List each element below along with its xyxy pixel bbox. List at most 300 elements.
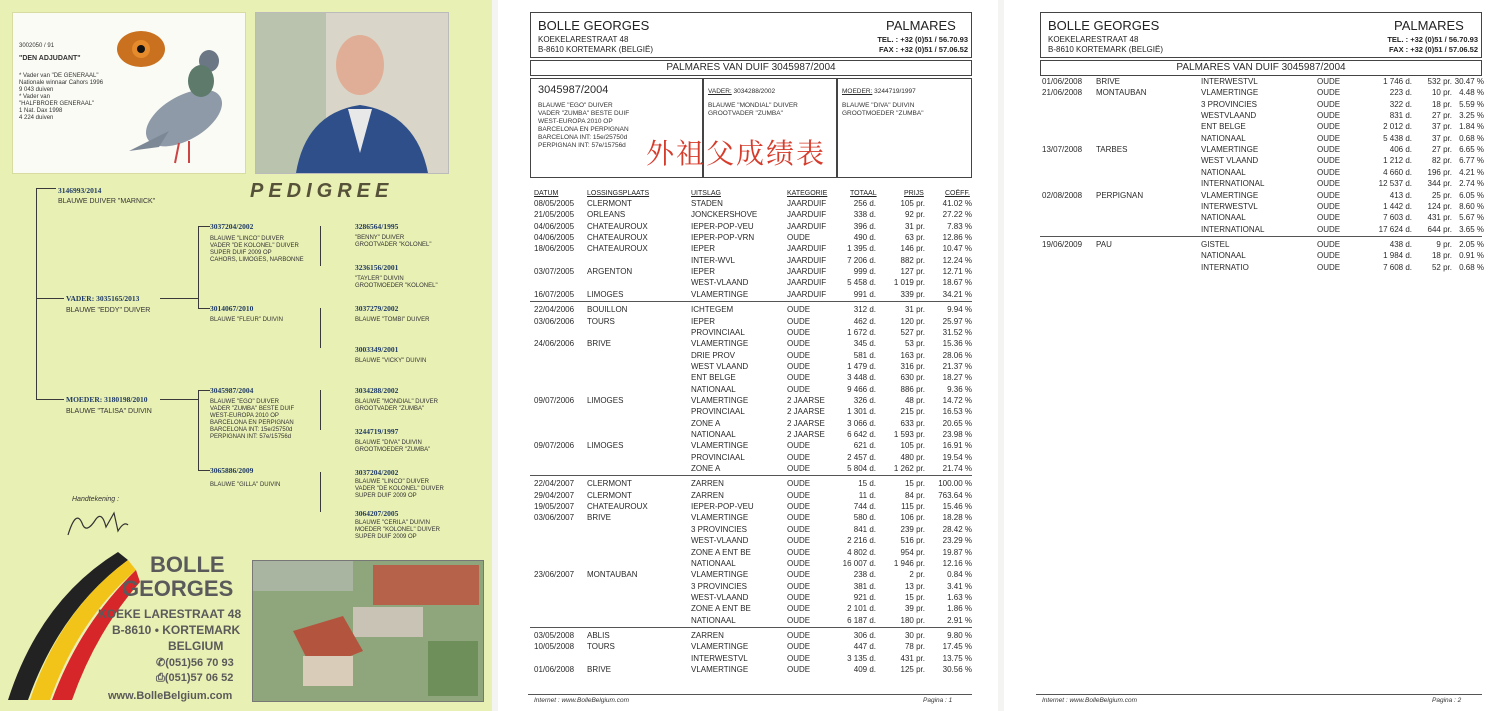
cell-result: NATIONAAL (1201, 213, 1246, 223)
cell-coefficient: 0.68 % (1459, 133, 1484, 143)
cell-result: NATIONAAL (1201, 167, 1246, 177)
cell-category: OUDE (1317, 145, 1341, 155)
cell-prize: 954 pr. (900, 547, 925, 557)
tree-line (320, 390, 321, 430)
cell-result: INTERNATIO (1201, 262, 1249, 272)
cell-coefficient: 3.25 % (1459, 111, 1484, 121)
cell-total: 991 d. (853, 289, 876, 299)
cell-coefficient: 100.00 % (938, 479, 972, 489)
cell-coefficient: 12.71 % (942, 267, 972, 277)
cell-coefficient: 1.63 % (947, 592, 972, 602)
cell-category: OUDE (1317, 201, 1341, 211)
cell-coefficient: 2.74 % (1459, 179, 1484, 189)
cell-total: 3 448 d. (847, 373, 876, 383)
cell-prize: 1 946 pr. (893, 558, 925, 568)
cell-total: 312 d. (853, 305, 876, 315)
cell-result: ZONE A (691, 418, 721, 428)
cell-prize: 15 pr. (904, 592, 925, 602)
cell-total: 396 d. (853, 221, 876, 231)
cell-coefficient: 30.56 % (942, 665, 972, 674)
cell-location: LIMOGES (587, 289, 624, 299)
cell-category: OUDE (787, 464, 811, 474)
cell-total: 413 d. (1389, 190, 1412, 200)
cell-category: 2 JAARSE (787, 430, 825, 439)
cell-coefficient: 18.27 % (942, 373, 972, 383)
footer-website[interactable]: Internet : www.BolleBelgium.com (534, 697, 630, 704)
chinese-annotation: 外祖父成绩表 (646, 138, 827, 169)
cell-location: TARBES (1096, 145, 1128, 155)
cell-total: 921 d. (853, 592, 876, 602)
cell-coefficient: 6.05 % (1459, 190, 1484, 200)
cell-result: WESTVLAAND (1201, 111, 1257, 121)
cell-coefficient: 8.60 % (1459, 201, 1484, 211)
cell-category: OUDE (787, 479, 811, 489)
cell-result: GISTEL (1201, 239, 1230, 249)
cell-category: OUDE (1317, 88, 1341, 98)
cell-total: 841 d. (853, 524, 876, 534)
col-uitslag: UITSLAG (691, 190, 721, 197)
cell-prize: 239 pr. (900, 524, 925, 534)
cell-category: OUDE (787, 592, 811, 602)
grandparent-desc: BLAUWE "LINCO" DUIVER VADER "DE KOLONEL" DUIVER SUPER DUIF 2009 OP CAHORS, LIMOGES, NARBONNE (210, 236, 304, 263)
cell-result: INTERWESTVL (1201, 77, 1258, 86)
cell-category: JAARDUIF (787, 278, 827, 288)
cell-prize: 163 pr. (900, 350, 925, 360)
cell-prize: 15 pr. (904, 479, 925, 489)
cell-category: JAARDUIF (787, 289, 827, 299)
cell-total: 1 746 d. (1383, 77, 1412, 86)
cell-coefficient: 0.91 % (1459, 251, 1484, 261)
cell-total: 447 d. (853, 642, 876, 652)
bird-card (12, 12, 246, 174)
cell-category: OUDE (787, 316, 811, 326)
cell-coefficient: 6.77 % (1459, 156, 1484, 166)
cell-result: ICHTEGEM (691, 305, 734, 315)
cell-prize: 196 pr. (1427, 167, 1452, 177)
subject-ring: 3146993/2014 (58, 186, 102, 195)
bird-note: * Vader van "DE GENERAAL" (19, 73, 99, 79)
great-grandparent-ring: 3037204/2002 (355, 468, 399, 477)
cell-result: WEST-VLAAND (691, 592, 749, 602)
cell-date: 09/07/2006 (534, 395, 575, 405)
grandparent-desc: BLAUWE "FLEUR" DUIVIN (210, 317, 283, 323)
logo-website[interactable]: www.BolleBelgium.com (108, 690, 233, 702)
cell-result: VLAMERTINGE (1201, 88, 1259, 98)
cell-total: 7 603 d. (1383, 213, 1412, 223)
cell-total: 438 d. (1389, 239, 1412, 249)
cell-coefficient: 6.65 % (1459, 145, 1484, 155)
cell-prize: 344 pr. (1427, 179, 1452, 189)
mother-label: MOEDER: 3180198/2010 (66, 395, 148, 404)
cell-result: IEPER (691, 244, 716, 254)
cell-coefficient: 4.48 % (1459, 88, 1484, 98)
cell-result: ZARREN (691, 490, 724, 500)
cell-total: 223 d. (1389, 88, 1412, 98)
cell-location: ABLIS (587, 630, 610, 640)
cell-location: CHATEAUROUX (587, 233, 648, 243)
palmares-page-2 (1004, 0, 1500, 711)
cell-category: OUDE (787, 384, 811, 394)
logo-line2: GEORGES (122, 576, 234, 601)
cell-location: PAU (1096, 239, 1112, 249)
cell-category: OUDE (787, 642, 811, 652)
group-divider (530, 627, 972, 628)
cell-coefficient: 14.72 % (942, 395, 972, 405)
cell-prize: 644 pr. (1427, 224, 1452, 234)
cell-result: INTER-WVL (691, 255, 735, 265)
cell-date: 21/06/2008 (1042, 88, 1083, 98)
bird-note: 9 043 duiven (19, 87, 54, 93)
great-grandparent-ring: 3064207/2005 (355, 509, 399, 518)
footer-rule (528, 694, 972, 695)
cell-date: 10/05/2008 (534, 642, 575, 652)
tree-line (198, 308, 210, 309)
cell-total: 7 206 d. (847, 255, 876, 265)
cell-category: OUDE (1317, 190, 1341, 200)
cell-total: 322 d. (1389, 99, 1412, 109)
cell-coefficient: 5.67 % (1459, 213, 1484, 223)
cell-total: 11 d. (858, 490, 876, 500)
cell-location: BOUILLON (587, 305, 628, 315)
footer-website[interactable]: Internet : www.BolleBelgium.com (1042, 697, 1138, 704)
cell-result: INTERWESTVL (691, 653, 748, 663)
cell-prize: 78 pr. (904, 642, 925, 652)
cell-date: 19/05/2007 (534, 502, 575, 512)
great-grandparent-desc: "BENNY" DUIVER GROOTVADER "KOLONEL" (355, 235, 432, 248)
cell-total: 2 101 d. (847, 604, 876, 614)
cell-category: OUDE (787, 581, 811, 591)
cell-total: 306 d. (853, 630, 876, 640)
signature-image (62, 503, 132, 543)
cell-prize: 146 pr. (900, 244, 925, 254)
cell-total: 5 458 d. (847, 278, 876, 288)
cell-total: 1 395 d. (847, 244, 876, 254)
cell-category: OUDE (1317, 133, 1341, 143)
cell-coefficient: 19.54 % (942, 452, 972, 462)
cell-coefficient: 1.86 % (947, 604, 972, 614)
cell-location: BRIVE (1096, 77, 1121, 86)
cell-date: 04/06/2005 (534, 221, 575, 231)
cell-prize: 13 pr. (904, 581, 925, 591)
cell-prize: 31 pr. (904, 221, 925, 231)
cell-coefficient: 3.41 % (947, 581, 972, 591)
cell-coefficient: 0.84 % (947, 570, 972, 580)
cell-result: NATIONAAL (691, 615, 736, 625)
cell-total: 1 672 d. (847, 327, 876, 337)
cell-date: 02/08/2008 (1042, 190, 1083, 200)
cell-location: CLERMONT (587, 490, 632, 500)
cell-result: WEST VLAAND (691, 361, 749, 371)
cell-coefficient: 12.16 % (942, 558, 972, 568)
cell-location: BRIVE (587, 513, 612, 523)
bird-ring: 3045987/2004 (538, 84, 609, 96)
cell-coefficient: 12.24 % (942, 255, 972, 265)
cell-coefficient: 21.37 % (942, 361, 972, 371)
cell-coefficient: 9.36 % (947, 384, 972, 394)
cell-prize: 39 pr. (904, 604, 925, 614)
footer-page: Pagina : 1 (923, 697, 953, 704)
cell-category: OUDE (1317, 224, 1341, 234)
bird-note: * Vader van (19, 94, 50, 100)
signature-label: Handtekening : (72, 496, 120, 503)
header-fax: FAX : +32 (0)51 / 57.06.52 (1388, 45, 1478, 54)
header-tel: TEL. : +32 (0)51 / 56.70.93 (877, 35, 968, 44)
cell-category: OUDE (787, 350, 811, 360)
cell-total: 9 466 d. (847, 384, 876, 394)
great-grandparent-ring: 3244719/1997 (355, 427, 399, 436)
header-name: BOLLE GEORGES (1048, 18, 1160, 33)
cell-prize: 18 pr. (1431, 99, 1452, 109)
cell-result: WEST-VLAAND (691, 536, 749, 546)
cell-result: VLAMERTINGE (691, 339, 749, 349)
cell-result: IEPER-POP-VRN (691, 233, 755, 243)
cell-category: OUDE (787, 536, 811, 546)
cell-coefficient: 9.94 % (947, 305, 972, 315)
cell-coefficient: 23.98 % (942, 430, 972, 439)
cell-location: MONTAUBAN (587, 570, 638, 580)
cell-category: JAARDUIF (787, 221, 827, 231)
header-box (530, 12, 972, 58)
cell-prize: 18 pr. (1431, 251, 1452, 261)
cell-prize: 630 pr. (900, 373, 925, 383)
cell-coefficient: 12.86 % (942, 233, 972, 243)
great-grandparent-ring: 3286564/1995 (355, 222, 399, 231)
cell-total: 744 d. (853, 502, 876, 512)
cell-total: 238 d. (853, 570, 876, 580)
cell-date: 18/06/2005 (534, 244, 575, 254)
col-prijs: PRIJS (904, 190, 924, 197)
cell-date: 03/06/2007 (534, 513, 575, 523)
cell-location: CHATEAUROUX (587, 502, 648, 512)
palmares-title: PALMARES VAN DUIF 3045987/2004 (1040, 60, 1482, 76)
cell-category: JAARDUIF (787, 210, 827, 220)
cell-prize: 27 pr. (1431, 111, 1452, 121)
cell-coefficient: 4.21 % (1459, 167, 1484, 177)
cell-total: 1 984 d. (1383, 251, 1412, 261)
tree-line (320, 226, 321, 266)
cell-date: 23/06/2007 (534, 570, 575, 580)
father-desc: BLAUWE "EDDY" DUIVER (66, 307, 151, 314)
mother-desc: BLAUWE "TALISA" DUIVIN (66, 408, 152, 415)
cell-coefficient: 18.67 % (942, 278, 972, 288)
pedigree-title: PEDIGREE (250, 180, 394, 202)
cell-prize: 10 pr. (1431, 88, 1452, 98)
tree-line (198, 226, 210, 227)
vader-info: VADER: 3034288/2002 (708, 88, 776, 95)
cell-date: 08/05/2005 (534, 199, 575, 208)
header-tel: TEL. : +32 (0)51 / 56.70.93 (1387, 35, 1478, 44)
cell-total: 17 624 d. (1378, 224, 1412, 234)
logo-city: B-8610 • KORTEMARK (112, 623, 241, 637)
cell-total: 4 802 d. (847, 547, 876, 557)
cell-coefficient: 15.36 % (942, 339, 972, 349)
great-grandparent-ring: 3236156/2001 (355, 263, 399, 272)
cell-location: CHATEAUROUX (587, 221, 648, 231)
pigeon-image (109, 23, 239, 168)
farm-aerial-photo (252, 560, 484, 702)
footer-page: Pagina : 2 (1432, 697, 1462, 704)
cell-coefficient: 1.84 % (1459, 122, 1484, 132)
cell-location: ORLEANS (587, 210, 626, 220)
cell-prize: 30 pr. (904, 630, 925, 640)
cell-category: OUDE (787, 665, 811, 674)
tree-line (36, 298, 64, 299)
cell-prize: 127 pr. (900, 267, 925, 277)
grandparent-ring: 3014067/2010 (210, 304, 254, 313)
cell-prize: 84 pr. (904, 490, 925, 500)
cell-result: NATIONAAL (691, 430, 736, 439)
bird-note: "HALFBROER GENERAAL" (19, 101, 95, 107)
cell-category: OUDE (1317, 213, 1341, 223)
cell-prize: 316 pr. (900, 361, 925, 371)
cell-date: 04/06/2005 (534, 233, 575, 243)
logo-fax: ⎙(051)57 06 52 (156, 672, 234, 684)
palmares-page-1 (498, 0, 998, 711)
cell-total: 580 d. (853, 513, 876, 523)
cell-prize: 633 pr. (900, 418, 925, 428)
cell-prize: 25 pr. (1431, 190, 1452, 200)
cell-prize: 106 pr. (900, 513, 925, 523)
cell-result: VLAMERTINGE (691, 289, 749, 299)
col-totaal: TOTAAL (850, 190, 877, 197)
cell-category: OUDE (787, 452, 811, 462)
cell-result: JONCKERSHOVE (691, 210, 758, 220)
cell-result: IEPER (691, 267, 716, 277)
cell-total: 326 d. (853, 395, 876, 405)
cell-coefficient: 41.02 % (942, 199, 972, 208)
header-palmares: PALMARES (886, 18, 956, 33)
cell-prize: 53 pr. (904, 339, 925, 349)
subject-desc: BLAUWE DUIVER "MARNICK" (58, 198, 156, 205)
grandparent-desc: BLAUWE "EGO" DUIVER VADER "ZUMBA" BESTE DUIF WEST-EUROPA 2010 OP BARCELONA EN PERPIGNAN BARCELONA INT: 15e/25750d PERPIGNAN INT: 57e/15756d (210, 399, 295, 440)
cell-category: OUDE (787, 502, 811, 512)
cell-result: INTERNATIONAL (1201, 224, 1265, 234)
cell-result: ZONE A ENT BE (691, 604, 751, 614)
logo-tel: ✆(051)56 70 93 (156, 657, 234, 669)
cell-date: 22/04/2007 (534, 479, 575, 489)
cell-result: PROVINCIAAL (691, 327, 745, 337)
cell-category: 2 JAARSE (787, 395, 825, 405)
cell-coefficient: 15.46 % (942, 502, 972, 512)
cell-category: OUDE (787, 233, 811, 243)
cell-location: PERPIGNAN (1096, 190, 1144, 200)
cell-prize: 125 pr. (900, 665, 925, 674)
tree-line (160, 298, 198, 299)
cell-total: 462 d. (853, 316, 876, 326)
moeder-desc: BLAUWE "DIVA" DUIVIN GROOTMOEDER "ZUMBA" (842, 102, 924, 117)
cell-prize: 1 019 pr. (893, 278, 925, 288)
cell-location: BRIVE (587, 665, 612, 674)
cell-location: TOURS (587, 316, 615, 326)
header-street: KOEKELARESTRAAT 48 (1048, 35, 1139, 44)
cell-category: OUDE (1317, 179, 1341, 189)
cell-date: 29/04/2007 (534, 490, 575, 500)
cell-result: PROVINCIAAL (691, 407, 745, 417)
cell-result: ZARREN (691, 479, 724, 489)
cell-total: 381 d. (853, 581, 876, 591)
cell-total: 338 d. (853, 210, 876, 220)
cell-result: VLAMERTINGE (691, 665, 749, 674)
cell-date: 19/06/2009 (1042, 239, 1083, 249)
cell-date: 22/04/2006 (534, 305, 575, 315)
cell-total: 1 479 d. (847, 361, 876, 371)
cell-category: JAARDUIF (787, 199, 827, 208)
cell-result: NATIONAAL (1201, 251, 1246, 261)
cell-date: 16/07/2005 (534, 289, 575, 299)
cell-total: 2 216 d. (847, 536, 876, 546)
tree-line (198, 390, 199, 470)
cell-prize: 882 pr. (900, 255, 925, 265)
bird-name: "DEN ADJUDANT" (19, 55, 81, 62)
cell-result: IEPER (691, 316, 716, 326)
cell-total: 6 187 d. (847, 615, 876, 625)
header-street: KOEKELARESTRAAT 48 (538, 35, 629, 44)
tree-line (36, 188, 37, 400)
cell-coefficient: 10.47 % (942, 244, 972, 254)
cell-total: 2 457 d. (847, 452, 876, 462)
cell-location: ARGENTON (587, 267, 633, 277)
cell-prize: 82 pr. (1431, 156, 1452, 166)
cell-category: OUDE (1317, 167, 1341, 177)
cell-prize: 63 pr. (904, 233, 925, 243)
cell-prize: 37 pr. (1431, 133, 1452, 143)
cell-result: VLAMERTINGE (1201, 145, 1259, 155)
cell-category: JAARDUIF (787, 244, 827, 254)
great-grandparent-desc: BLAUWE "TOMBI" DUIVER (355, 317, 430, 323)
cell-coefficient: 19.87 % (942, 547, 972, 557)
cell-prize: 120 pr. (900, 316, 925, 326)
group-divider (530, 475, 972, 476)
cell-date: 21/05/2005 (534, 210, 575, 220)
cell-location: BRIVE (587, 339, 612, 349)
cell-coefficient: 0.68 % (1459, 262, 1484, 272)
bird-note: 1 Nat. Dax 1998 (19, 108, 63, 114)
tree-line (36, 188, 56, 189)
header-city: B-8610 KORTEMARK (BELGIË) (1048, 45, 1163, 54)
cell-result: ZARREN (691, 630, 724, 640)
cell-total: 621 d. (853, 441, 876, 451)
cell-prize: 1 262 pr. (893, 464, 925, 474)
cell-prize: 37 pr. (1431, 122, 1452, 132)
cell-coefficient: 7.83 % (947, 221, 972, 231)
cell-coefficient: 28.06 % (942, 350, 972, 360)
cell-category: 2 JAARSE (787, 407, 825, 417)
cell-prize: 886 pr. (900, 384, 925, 394)
great-grandparent-ring: 3003349/2001 (355, 345, 399, 354)
cell-prize: 27 pr. (1431, 145, 1452, 155)
cell-prize: 105 pr. (900, 441, 925, 451)
header-city: B-8610 KORTEMARK (BELGIË) (538, 45, 653, 54)
cell-result: DRIE PROV (691, 350, 736, 360)
cell-category: OUDE (1317, 77, 1341, 86)
great-grandparent-desc: BLAUWE "VICKY" DUIVIN (355, 358, 427, 364)
cell-prize: 516 pr. (900, 536, 925, 546)
phone-icon: ✆ (156, 657, 166, 669)
cell-location: CLERMONT (587, 479, 632, 489)
cell-result: INTERNATIONAL (1201, 179, 1265, 189)
cell-location: TOURS (587, 642, 615, 652)
cell-total: 256 d. (853, 199, 876, 208)
vader-desc: BLAUWE "MONDIAL" DUIVER GROOTVADER "ZUMBA" (708, 102, 798, 117)
bird-desc: BLAUWE "EGO" DUIVER VADER "ZUMBA" BESTE DUIF WEST-EUROPA 2010 OP BARCELONA EN PERPIGNAN BARCELONA INT: 15e/25750d PERPIGNAN INT: 57e/15756d (538, 102, 630, 149)
tree-line (198, 390, 210, 391)
cell-total: 831 d. (1389, 111, 1412, 121)
cell-total: 490 d. (853, 233, 876, 243)
footer-rule (1036, 694, 1482, 695)
header-fax: FAX : +32 (0)51 / 57.06.52 (878, 45, 968, 54)
cell-result: VLAMERTINGE (691, 395, 749, 405)
cell-prize: 339 pr. (900, 289, 925, 299)
